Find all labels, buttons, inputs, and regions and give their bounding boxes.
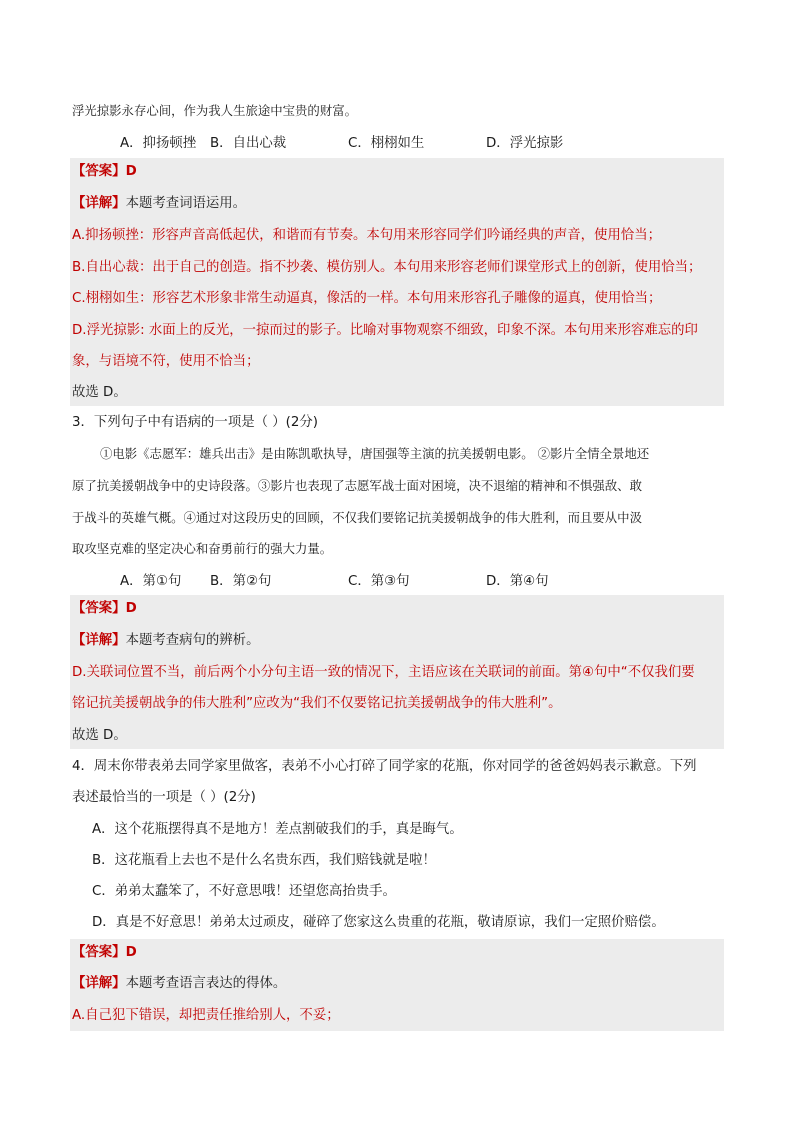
answer-label: 【答案】 <box>72 945 126 960</box>
option-d: D．浮光掠影 <box>486 136 564 151</box>
explanation-line: 象，与语境不符，使用不恰当； <box>72 354 260 369</box>
detail-intro: 本题考查词语运用。 <box>125 196 247 211</box>
answer-label: 【答案】 <box>72 164 126 179</box>
passage-line: 取攻坚克难的坚定决心和奋勇前行的强大力量。 <box>72 541 333 556</box>
option-c: C．第③句 <box>348 574 410 589</box>
explanation-line: A.自己犯下错误，却把责任推给别人，不妥； <box>72 1008 340 1023</box>
option-a: A．第①句 <box>120 574 182 589</box>
conclusion: 故选 D。 <box>72 728 127 743</box>
option-c: C．栩栩如生 <box>348 136 425 151</box>
detail-line <box>72 632 259 650</box>
detail-label: 【详解】 <box>72 976 126 991</box>
explanation-line: D.浮光掠影: 水面上的反光，一掠而过的影子。比喻对事物观察不细致，印象不深。本句用来形容难忘的印 <box>72 323 698 338</box>
answer-line <box>72 163 137 181</box>
detail-intro: 本题考查语言表达的得体。 <box>125 976 287 991</box>
detail-intro: 本题考查病句的辨析。 <box>125 633 260 648</box>
option-a: A．抑扬顿挫 <box>120 136 197 151</box>
answer-line <box>72 600 137 618</box>
detail-label: 【详解】 <box>72 196 126 211</box>
passage-line: ①电影《志愿军：雄兵出击》是由陈凯歌执导，唐国强等主演的抗美援朝电影。 ②影片全情全景地还 <box>100 446 650 461</box>
explanation-line: A.抑扬顿挫：形容声音高低起伏，和谐而有节奏。本句用来形容同学们吟诵经典的声音，使用恰当； <box>72 228 661 243</box>
answer-line <box>72 944 137 962</box>
question-stem: 表述最恰当的一项是（ ）(2分) <box>72 790 256 805</box>
passage-line: 浮光掠影永存心间，作为我人生旅途中宝贵的财富。 <box>72 103 357 118</box>
option-c: C．弟弟太蠢笨了，不好意思哦！还望您高抬贵手。 <box>92 884 396 899</box>
answer-value: D <box>125 164 137 179</box>
explanation-line: C.栩栩如生：形容艺术形象非常生动逼真，像活的一样。本句用来形容孔子雕像的逼真，使用恰当； <box>72 291 662 306</box>
conclusion: 故选 D。 <box>72 385 127 400</box>
detail-line <box>72 975 286 993</box>
option-b: B．这花瓶看上去也不是什么名贵东西，我们赔钱就是啦！ <box>92 853 436 868</box>
explanation-line: D.关联词位置不当，前后两个小分句主语一致的情况下，主语应该在关联词的前面。第④句中“不仅我们要 <box>72 665 695 680</box>
answer-value: D <box>125 601 137 616</box>
option-d: D．第④句 <box>486 574 549 589</box>
option-a: A．这个花瓶摆得真不是地方！差点割破我们的手，真是晦气。 <box>92 822 463 837</box>
option-b: B．自出心裁 <box>210 136 287 151</box>
passage-line: 于战斗的英雄气概。④通过对这段历史的回顾，不仅我们要铭记抗美援朝战争的伟大胜利，而且要从中汲 <box>72 510 642 525</box>
passage-line: 原了抗美援朝战争中的史诗段落。③影片也表现了志愿军战士面对困境，决不退缩的精神和不惧强敌、敢 <box>72 478 642 493</box>
detail-label: 【详解】 <box>72 633 126 648</box>
detail-line <box>72 195 246 213</box>
option-d: D．真是不好意思！弟弟太过顽皮，碰碎了您家这么贵重的花瓶，敬请原谅，我们一定照价赔偿。 <box>92 915 665 930</box>
question-stem: 4．周末你带表弟去同学家里做客，表弟不小心打碎了同学家的花瓶，你对同学的爸爸妈妈表示歉意。下列 <box>72 759 697 774</box>
explanation-line: 铭记抗美援朝战争的伟大胜利”应改为“我们不仅要铭记抗美援朝战争的伟大胜利”。 <box>72 696 562 711</box>
explanation-line: B.自出心裁：出于自己的创造。指不抄袭、模仿别人。本句用来形容老师们课堂形式上的创新，使用恰当； <box>72 260 702 275</box>
question-stem: 3．下列句子中有语病的一项是（ ）(2分) <box>72 415 318 430</box>
answer-label: 【答案】 <box>72 601 126 616</box>
answer-value: D <box>125 945 137 960</box>
option-b: B．第②句 <box>210 574 272 589</box>
